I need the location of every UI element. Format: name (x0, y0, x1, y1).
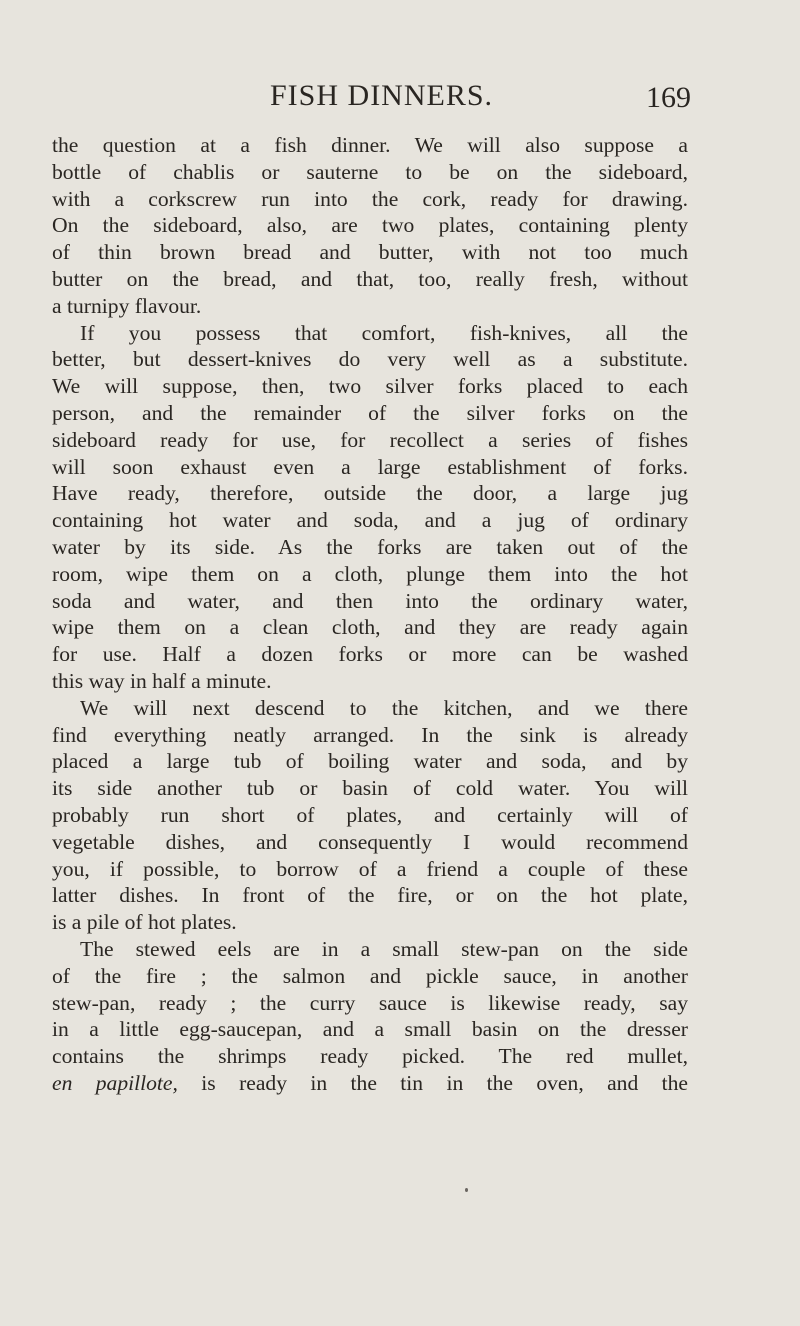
text-line: the question at a fish dinner. We will also suppose a (52, 133, 688, 157)
text-line: On the sideboard, also, are two plates, containing plenty (52, 213, 688, 238)
text-line: probably run short of plates, and certainly will of (52, 802, 688, 827)
paragraph-end-line: is a pile of hot plates. (52, 910, 237, 935)
text-line: person, and the remainder of the silver forks on the (52, 400, 688, 425)
paragraph-start-line: If you possess that comfort, fish-knives, all the (80, 320, 688, 345)
text-line: of the fire ; the salmon and pickle sauce, in another (52, 963, 688, 988)
text-line-with-italic (52, 1070, 688, 1097)
text-line: in a little egg-saucepan, and a small basin on the dresser (52, 1017, 688, 1042)
paper-speck (465, 1188, 468, 1192)
text-line: placed a large tub of boiling water and soda, and by (52, 749, 688, 774)
paragraph-end-line: this way in half a minute. (52, 668, 272, 693)
text-line: for use. Half a dozen forks or more can be washed (52, 642, 688, 667)
text-line: with a corkscrew run into the cork, ready for drawing. (52, 186, 688, 211)
text-line: its side another tub or basin of cold water. You will (52, 776, 688, 801)
text-line: sideboard ready for use, for recollect a series of fishes (52, 427, 688, 452)
text-line: will soon exhaust even a large establishment of forks. (52, 454, 688, 479)
text-line: butter on the bread, and that, too, really fresh, without (52, 266, 688, 291)
running-title: FISH DINNERS. (270, 79, 494, 112)
text-line: latter dishes. In front of the fire, or on the hot plate, (52, 883, 688, 908)
paragraph-start-line: The stewed eels are in a small stew-pan on the side (80, 936, 688, 961)
text-line: bottle of chablis or sauterne to be on the sideboard, (52, 159, 688, 184)
text-line: soda and water, and then into the ordinary water, (52, 588, 688, 613)
text-line: room, wipe them on a cloth, plunge them into the hot (52, 561, 688, 586)
text-line: find everything neatly arranged. In the sink is already (52, 722, 688, 747)
line-remainder: is ready in the tin in the oven, and the (201, 1070, 689, 1095)
text-line: water by its side. As the forks are taken out of the (52, 534, 688, 559)
text-line: Have ready, therefore, outside the door, a large jug (52, 481, 688, 506)
body-text (52, 132, 688, 1097)
page-header (0, 76, 800, 116)
paragraph-start-line: We will next descend to the kitchen, and we there (80, 695, 688, 720)
text-line: of thin brown bread and butter, with not too much (52, 240, 688, 265)
text-line: containing hot water and soda, and a jug of ordinary (52, 508, 688, 533)
text-line: better, but dessert-knives do very well as a substitute. (52, 347, 688, 372)
text-line: stew-pan, ready ; the curry sauce is likewise ready, say (52, 990, 688, 1015)
text-line: We will suppose, then, two silver forks placed to each (52, 374, 688, 399)
text-line: wipe them on a clean cloth, and they are ready again (52, 615, 688, 640)
text-line: contains the shrimps ready picked. The red mullet, (52, 1044, 688, 1069)
paragraph-end-line: a turnipy flavour. (52, 293, 202, 318)
text-line: you, if possible, to borrow of a friend a couple of these (52, 856, 688, 881)
italic-phrase: en papillote, (52, 1070, 178, 1095)
page-number: 169 (646, 81, 691, 114)
text-line: vegetable dishes, and consequently I would recommend (52, 829, 688, 854)
